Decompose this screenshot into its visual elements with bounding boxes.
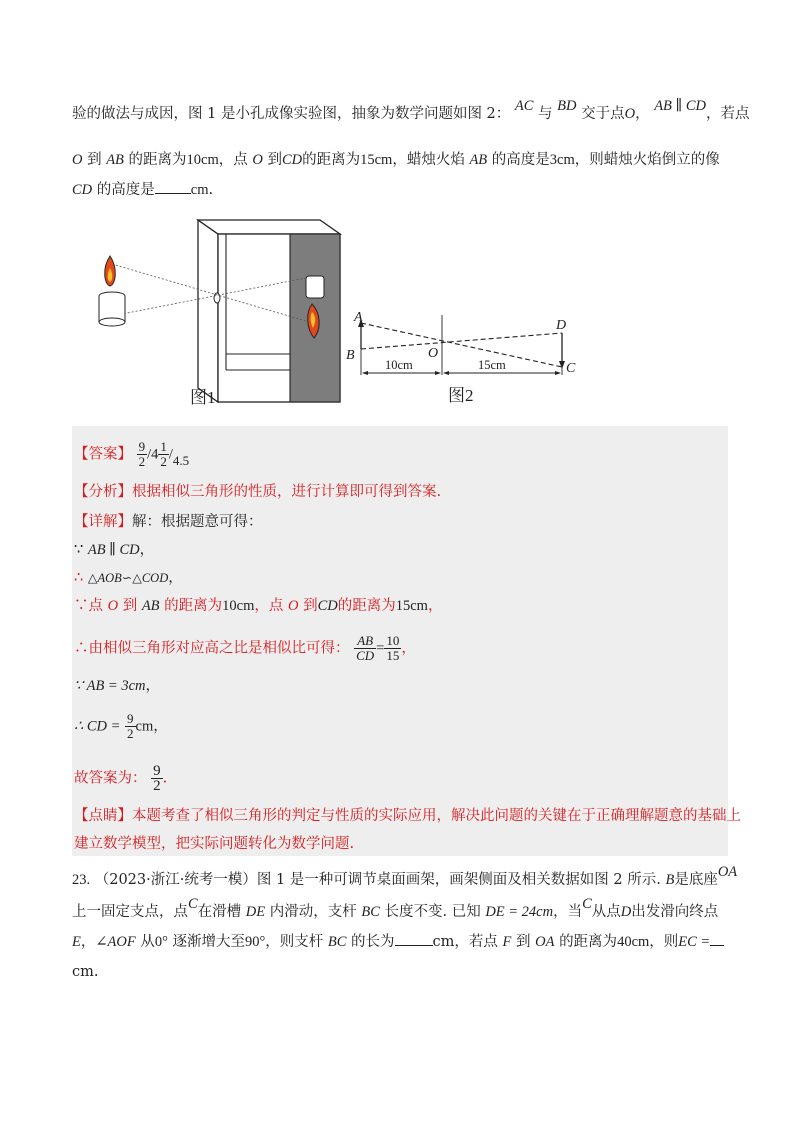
math-oa: OA	[535, 934, 555, 950]
label-c: C	[566, 361, 576, 376]
math-cd: CD	[72, 182, 93, 198]
box-front-face	[198, 220, 218, 402]
math-cd: CD	[281, 152, 303, 168]
detail-text: 解：根据题意可得：	[132, 514, 263, 530]
p23-line1	[72, 864, 738, 890]
step3-dao: 到	[122, 598, 138, 614]
math-ab-parallel-cd: AB ∥ CD	[87, 542, 140, 558]
math-f: F	[502, 934, 512, 950]
dim-arrow-left-2	[435, 371, 441, 375]
step-comma: ，	[401, 640, 416, 657]
p23-text: 从	[140, 934, 155, 950]
dim-arrow-right-1	[443, 371, 449, 375]
step-6	[74, 712, 168, 741]
math-o: O	[72, 152, 83, 168]
math-cd: CD	[317, 598, 338, 614]
p22-dist-text: 的距离为	[128, 152, 187, 168]
equals-sign: =	[376, 640, 385, 657]
line-bd	[361, 333, 562, 349]
frac-num: 9	[127, 711, 134, 726]
p22-intro-text: 验的做法与成因，图 1 是小孔成像实验图，抽象为数学问题如图 2：	[72, 106, 511, 122]
p22-dao: 到	[267, 152, 282, 168]
p22-intersect-text: 交于点	[581, 106, 625, 122]
p22-line1-end: ，若点	[706, 106, 750, 122]
step3-intro: ∵点	[74, 598, 103, 614]
p23-text: 逐渐增大至	[172, 934, 245, 950]
step3-dist: 的距离为	[337, 598, 396, 614]
image-candle-body	[306, 276, 324, 298]
frac-den: 2	[160, 454, 167, 469]
step-2	[74, 568, 183, 588]
math-b: B	[665, 872, 675, 888]
frac-ab-cd	[354, 634, 376, 663]
p23-text: 的长为	[351, 934, 395, 950]
math-o: O	[624, 106, 636, 122]
frac-num: 9	[138, 439, 146, 454]
value-90-deg: 90°	[244, 934, 266, 950]
unit-cm: cm	[135, 718, 154, 735]
p22-candle-text: ，蜡烛火焰	[392, 152, 465, 168]
p23-text: 的距离为	[559, 934, 618, 950]
analysis-text: 根据相似三角形的性质，进行计算即可得到答案.	[132, 484, 442, 500]
because-symbol: ∵	[74, 542, 84, 558]
math-ab: AB	[106, 152, 124, 168]
candle-bottom	[99, 318, 125, 326]
answer-frac-1-2	[158, 440, 169, 469]
dim-arrow-right-2	[555, 371, 561, 375]
frac-den: 2	[127, 726, 134, 741]
frac-num: 9	[153, 763, 161, 779]
answer-blank[interactable]	[155, 193, 191, 194]
unit-cm: cm	[190, 182, 209, 198]
p23-text: cm，若点	[432, 934, 498, 950]
math-ab-parallel-cd: AB ∥ CD	[654, 98, 706, 114]
p23-source-text: （2023·浙江·统考一模）图 1 是一种可调节桌面画架，画架侧面及相关数据如图 2 所示.	[94, 872, 661, 888]
analysis-tag: 【分析】	[74, 484, 132, 500]
p22-height-question: 的高度是	[96, 182, 155, 198]
step-comma: ，	[168, 570, 183, 586]
box-top-face	[198, 220, 340, 234]
math-o: O	[252, 152, 263, 168]
value-15cm: 15cm	[395, 598, 428, 614]
p22-line1	[72, 98, 750, 124]
p23-text: ，则支杆	[265, 934, 324, 950]
frac-9-2	[125, 712, 136, 741]
answer-mixed-whole: 4	[151, 446, 159, 463]
therefore-symbol: ∴	[74, 570, 84, 586]
problem-number: 23.	[72, 872, 91, 888]
figure-1-pinhole-camera	[90, 212, 352, 416]
math-o: O	[107, 598, 119, 614]
math-e: E	[72, 934, 81, 950]
detail-line	[74, 512, 263, 532]
step-comma: ，	[139, 542, 155, 558]
math-similar-triangles: △AOB∽△COD	[87, 571, 169, 585]
p23-text: 内滑动，支杆	[269, 904, 357, 920]
answer-blank-bc[interactable]	[395, 945, 433, 946]
comment-line1	[74, 806, 741, 826]
answer-sep: /	[168, 446, 173, 463]
value-15cm: 15cm	[360, 152, 393, 168]
p23-text: ，	[80, 934, 96, 950]
math-d: D	[620, 904, 632, 920]
p22-comma: ，	[635, 106, 650, 122]
final-answer-text: 故答案为：	[74, 770, 147, 787]
frac-den: 2	[153, 778, 161, 794]
dim-label-10cm: 10cm	[385, 358, 413, 372]
step3-dist: 的距离为	[164, 598, 223, 614]
frac-num: 1	[160, 439, 167, 454]
p22-height-text: 的高度是	[491, 152, 550, 168]
fig2-caption: 图2	[448, 386, 474, 405]
math-bc: BC	[361, 904, 380, 920]
math-bd: BD	[557, 98, 577, 114]
math-ab-3cm: ∵ AB = 3cm	[74, 678, 146, 694]
p23-text: ，则	[649, 934, 679, 950]
step-comma: ，	[145, 678, 160, 694]
p23-text: 出发滑向终点	[631, 904, 719, 920]
p23-text: 到	[516, 934, 531, 950]
step-1	[74, 540, 154, 560]
step-comma: ，	[153, 718, 168, 735]
frac-den: CD	[356, 648, 375, 663]
p23-text: 上一固定支点，点	[72, 904, 188, 920]
figure-2-diagram	[340, 305, 590, 385]
step-4	[74, 634, 416, 663]
p22-line2	[72, 150, 720, 170]
value-40cm: 40cm	[617, 934, 650, 950]
step-5	[74, 676, 160, 696]
p23-line2	[72, 896, 719, 922]
math-de: DE	[245, 904, 266, 920]
frac-num: AB	[357, 633, 374, 648]
fig1-caption: 图1	[190, 388, 216, 407]
p23-text: 从点	[591, 904, 621, 920]
final-period: .	[162, 770, 168, 787]
math-o: O	[287, 598, 299, 614]
answer-decimal: 4.5	[172, 452, 190, 468]
p23-text: 长度不变. 已知	[384, 904, 481, 920]
math-ab: AB	[141, 598, 160, 614]
math-oa: OA	[717, 864, 738, 880]
step3-dao: 到	[303, 598, 318, 614]
answer-blank-ec[interactable]	[710, 945, 724, 946]
p23-base-text: 是底座	[674, 872, 718, 888]
math-cd-equals: ∴ CD =	[74, 718, 121, 735]
answer-frac-9-2	[137, 440, 148, 469]
p22-yu: 与	[538, 106, 553, 122]
p23-text: 在滑槽	[197, 904, 242, 920]
comment-text-1: 本题考查了相似三角形的判定与性质的实际应用，解决此问题的关键在于正确理解题意的基础上	[132, 808, 741, 824]
comment-tag: 【点睛】	[74, 808, 132, 824]
p22-dist-text: 的距离为	[302, 152, 361, 168]
value-10cm: 10cm	[186, 152, 219, 168]
frac-num: 10	[386, 633, 400, 648]
answer-sep: /	[147, 446, 152, 463]
value-3cm: 3cm	[549, 152, 575, 168]
value-10cm: 10cm	[222, 598, 255, 614]
p22-dao: 到	[87, 152, 102, 168]
frac-den: 2	[138, 454, 146, 469]
p22-line3	[72, 180, 213, 200]
step-7	[74, 764, 167, 793]
frac-den: 15	[386, 648, 400, 663]
p22-dian: ，点	[218, 152, 248, 168]
math-c: C	[582, 896, 592, 912]
label-b: B	[346, 348, 355, 363]
math-ab: AB	[469, 152, 488, 168]
frac-10-15	[384, 634, 401, 663]
label-o: O	[428, 346, 439, 361]
math-ec-equals: EC =	[678, 934, 711, 950]
math-angle-aof: ∠AOF	[95, 934, 136, 950]
math-c: C	[188, 896, 198, 912]
math-ac: AC	[514, 98, 534, 114]
p22-period: .	[208, 182, 214, 198]
analysis-line	[74, 482, 441, 502]
dim-label-15cm: 15cm	[478, 358, 506, 372]
label-d: D	[556, 318, 567, 333]
final-frac-9-2	[151, 764, 163, 793]
p23-line3	[72, 932, 724, 952]
step4-text: ∴由相似三角形对应高之比是相似比可得：	[74, 640, 350, 657]
answer-tag: 【答案】	[74, 446, 132, 463]
dim-arrow-left-1	[362, 371, 368, 375]
p23-line4: cm.	[72, 964, 99, 980]
step-comma: ，	[427, 598, 443, 614]
step3-mid: ，点	[254, 598, 284, 614]
label-a: A	[354, 310, 363, 325]
comment-line2: 建立数学模型，把实际问题转化为数学问题.	[74, 836, 355, 852]
p22-line2-end: ，则蜡烛火焰倒立的像	[574, 152, 720, 168]
detail-tag: 【详解】	[74, 514, 132, 530]
math-bc: BC	[327, 934, 347, 950]
math-de-24cm: DE = 24cm	[485, 904, 554, 920]
p23-text: ，当	[553, 904, 583, 920]
answer-line	[74, 440, 189, 469]
step-3	[74, 596, 442, 616]
value-0-deg: 0°	[154, 934, 168, 950]
